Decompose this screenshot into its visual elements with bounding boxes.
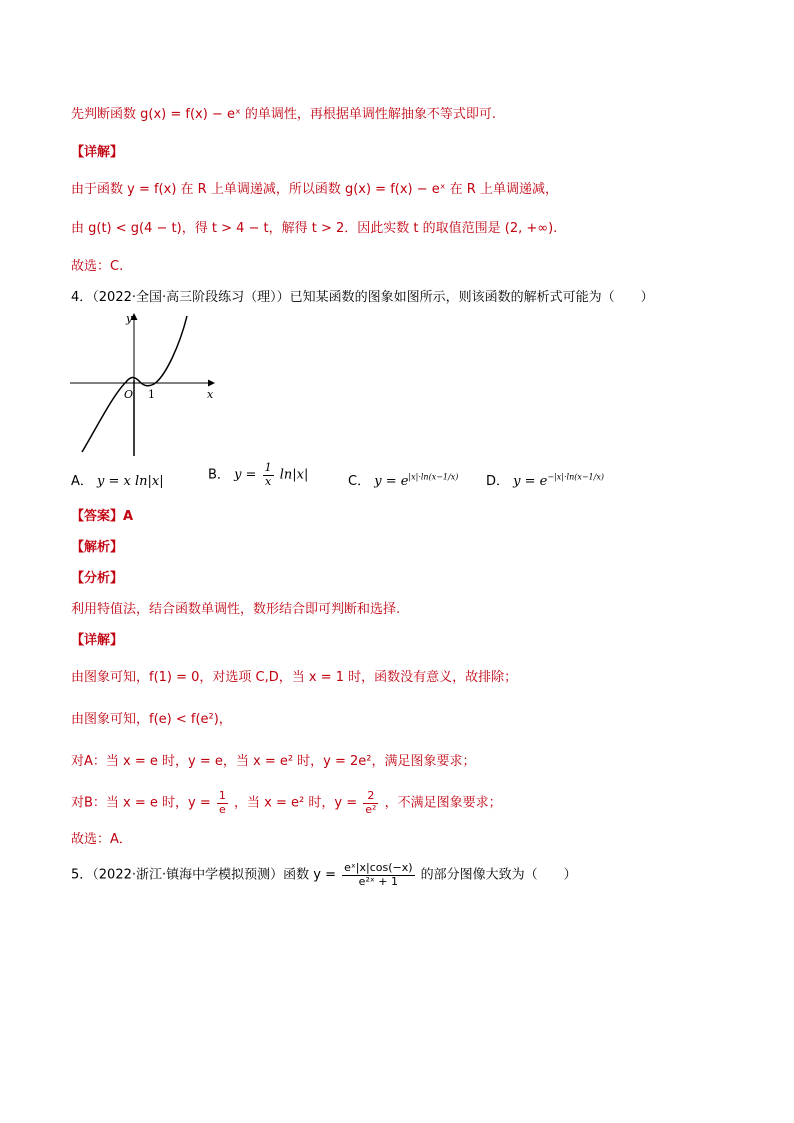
solution-line-10: 故选：A． [71, 832, 132, 847]
option-d-base: y = e [513, 474, 548, 489]
option-b-post: ln|x| [279, 467, 309, 483]
solution-line-6: 由图象可知，f(1) = 0，对选项 C,D，当 x = 1 时，函数没有意义，故排除； [71, 670, 518, 685]
option-b-num: 1 [264, 461, 272, 474]
solution-line-9 [71, 790, 502, 816]
function-graph [68, 310, 218, 458]
line9-den-2: e² [365, 802, 377, 816]
line9-num-2: 2 [363, 790, 378, 804]
solution-line-5: 利用特值法，结合函数单调性，数形结合即可判断和选择. [71, 602, 401, 617]
option-b [208, 462, 308, 488]
solution-line-8: 对A：当 x = e 时，y = e，当 x = e² 时，y = 2e²，满足图象要求； [71, 754, 476, 769]
option-d-exp: −|x|·ln(x−1/x) [547, 472, 604, 482]
option-b-fraction [263, 462, 274, 488]
question-4: 4．（2022·全国·高三阶段练习（理））已知某函数的图象如图所示，则该函数的解析式可能为（ ） [71, 290, 654, 305]
option-c-label: C． [348, 474, 371, 489]
option-c-base: y = e [374, 474, 409, 489]
y-axis-label: y [126, 312, 133, 325]
line9-part-a: 对B：当 x = e 时，y = [71, 795, 211, 811]
line9-part-c: ，不满足图象要求； [384, 795, 502, 811]
q5-num: eˣ|x|cos(−x) [344, 861, 413, 874]
line9-part-b: ，当 x = e² 时，y = [234, 795, 358, 811]
question-5 [71, 862, 577, 888]
option-c-exp: |x|·ln(x−1/x) [408, 472, 459, 482]
solution-line-4: 故选：C. [71, 259, 124, 274]
option-d-label: D． [486, 474, 510, 489]
solution-line-1: 先判断函数 g(x) = f(x) − eˣ 的单调性，再根据单调性解抽象不等式即可. [71, 107, 496, 122]
option-a [71, 470, 164, 489]
fenxi-heading: 【分析】 [71, 571, 124, 586]
option-a-label: A． [71, 474, 93, 489]
solution-line-2: 由于函数 y = f(x) 在 R 上单调递减，所以函数 g(x) = f(x) − eˣ 在 R 上单调递减， [71, 182, 558, 197]
detail-heading-1: 【详解】 [71, 145, 124, 160]
x-axis-label: x [207, 388, 214, 401]
q5-den: e²ˣ + 1 [358, 874, 398, 888]
solution-line-3: 由 g(t) < g(4 − t)，得 t > 4 − t，解得 t > 2．因此实数 t 的取值范围是 (2, +∞). [71, 221, 558, 236]
q5-fraction [342, 862, 414, 888]
answer-heading: 【答案】A [71, 509, 134, 524]
detail-heading-2: 【详解】 [71, 633, 124, 648]
line9-fraction-2 [363, 790, 378, 816]
option-b-label: B． [208, 467, 230, 483]
one-label: 1 [148, 388, 155, 401]
analysis-heading: 【解析】 [71, 540, 124, 555]
option-d [486, 470, 604, 489]
option-b-den: x [264, 474, 272, 488]
line9-den-1: e [219, 802, 226, 816]
q5-part-b: 的部分图像大致为（ ） [420, 867, 577, 883]
line9-num-1: 1 [218, 789, 226, 802]
option-b-pre: y = [234, 467, 257, 483]
solution-line-7: 由图象可知，f(e) < f(e²)， [71, 712, 232, 727]
q5-part-a: 5．（2022·浙江·镇海中学模拟预测）函数 y = [71, 867, 336, 883]
origin-label: O [124, 388, 134, 401]
option-c [348, 470, 458, 489]
option-a-formula: y = x ln|x| [97, 474, 164, 489]
line9-fraction-1 [217, 790, 228, 816]
